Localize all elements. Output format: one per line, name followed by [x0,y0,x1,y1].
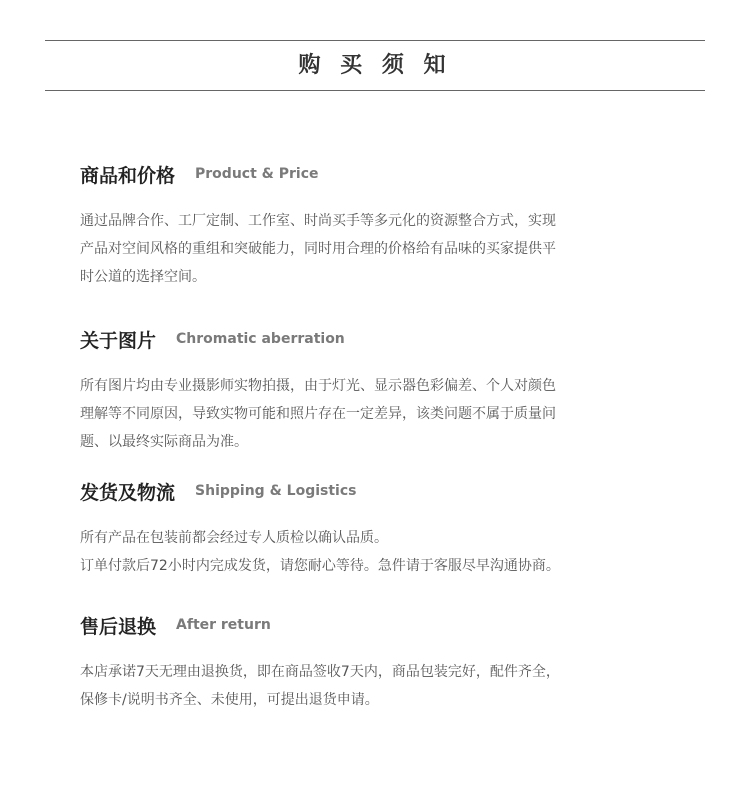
section-subtitle: Shipping & Logistics [195,483,357,499]
body-line: 订单付款后72小时内完成发货，请您耐心等待。急件请于客服尽早沟通协商。 [80,558,560,574]
section-subtitle: Chromatic aberration [176,331,345,347]
section-subtitle: After return [176,617,271,633]
body-line: 时公道的选择空间。 [80,269,206,285]
body-line: 保修卡/说明书齐全、未使用，可提出退货申请。 [80,692,379,708]
section-title: 发货及物流 [80,481,176,504]
body-line: 所有图片均由专业摄影师实物拍摄，由于灯光、显示器色彩偏差、个人对颜色 [80,378,556,394]
header-bottom-rule [45,90,705,91]
section-body [80,524,640,580]
section-body [80,658,640,714]
section-body [80,207,640,291]
body-line: 产品对空间风格的重组和突破能力，同时用合理的价格给有品味的买家提供平 [80,241,556,257]
section-title: 关于图片 [80,329,157,352]
body-line: 通过品牌合作、工厂定制、工作室、时尚买手等多元化的资源整合方式，实现 [80,213,556,229]
section-header [80,324,640,354]
section-after-return [80,610,640,714]
section-title: 售后退换 [80,615,157,638]
section-header [80,159,640,189]
page-title: 购 买 须 知 [298,53,452,78]
body-line: 本店承诺7天无理由退换货，即在商品签收7天内，商品包装完好，配件齐全， [80,664,560,680]
section-shipping-logistics [80,476,640,580]
body-line: 所有产品在包装前都会经过专人质检以确认品质。 [80,530,388,546]
section-header [80,610,640,640]
section-subtitle: Product & Price [195,166,319,182]
section-body [80,372,640,456]
section-title: 商品和价格 [80,164,176,187]
section-product-price [80,159,640,291]
body-line: 题、以最终实际商品为准。 [80,434,248,450]
body-line: 理解等不同原因，导致实物可能和照片存在一定差异，该类问题不属于质量问 [80,406,556,422]
section-chromatic-aberration [80,324,640,456]
section-header [80,476,640,506]
